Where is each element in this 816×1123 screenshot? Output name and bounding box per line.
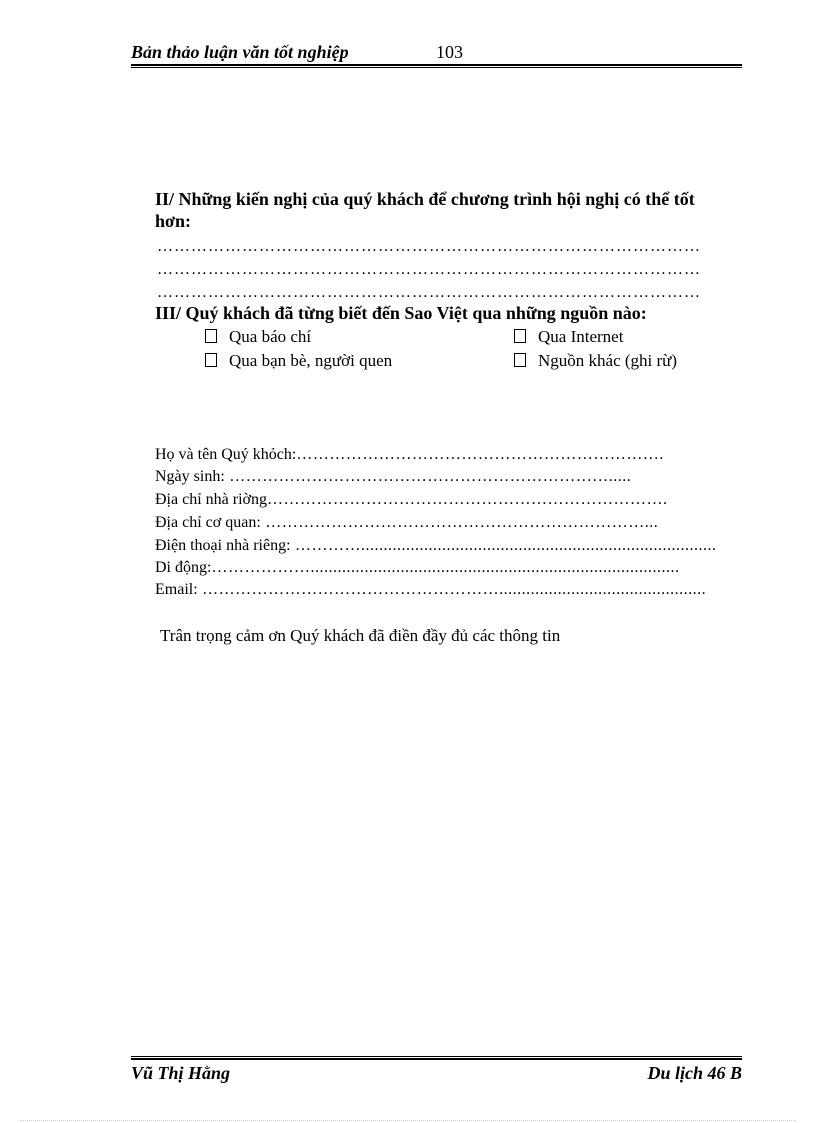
option-press[interactable] <box>205 327 311 347</box>
answer-line[interactable]: …………………………………………………………………………………… <box>157 239 701 255</box>
field-label: Địa chỉ nhà riờng <box>155 491 267 508</box>
field-fill[interactable]: ………………………………………………………………. <box>266 491 668 508</box>
field-fill[interactable]: …………............................................................................... <box>290 537 717 554</box>
field-home-address[interactable] <box>155 490 735 510</box>
option-label: Qua báo chí <box>229 327 312 346</box>
field-label: Ngày sinh: <box>155 468 225 485</box>
page-header <box>131 42 742 66</box>
header-title: Bản thảo luận văn tốt nghiệp <box>131 42 349 62</box>
field-label: Họ và tên Quý khỏch: <box>155 446 297 463</box>
field-fill[interactable]: ……………………………………………………………..... <box>224 468 632 485</box>
option-label: Qua bạn bè, người quen <box>229 351 393 370</box>
answer-line[interactable]: …………………………………………………………………………………… <box>157 262 701 278</box>
header-rule <box>131 64 742 68</box>
answer-line[interactable]: …………………………………………………………………………………… <box>157 285 701 301</box>
field-label: Di động: <box>155 559 212 576</box>
field-label: Điện thoại nhà riêng: <box>155 537 291 554</box>
field-fill[interactable]: ……………………………………………………………... <box>260 514 659 531</box>
field-full-name[interactable] <box>155 445 735 465</box>
checkbox-icon[interactable] <box>205 353 217 367</box>
page-edge-divider <box>20 1120 796 1121</box>
field-email[interactable] <box>155 580 735 600</box>
field-fill[interactable]: ……………….................................................................................. <box>211 559 680 576</box>
field-label: Email: <box>155 581 198 598</box>
checkbox-icon[interactable] <box>514 329 526 343</box>
section-3-heading: III/ Quý khách đã từng biết đến Sao Việt qua những nguồn nào: <box>155 303 647 323</box>
field-birthdate[interactable] <box>155 467 735 487</box>
checkbox-icon[interactable] <box>514 353 526 367</box>
footer-rule <box>131 1056 742 1060</box>
page-number: 103 <box>436 42 463 62</box>
field-label: Địa chỉ cơ quan: <box>155 514 261 531</box>
footer-class: Du lịch 46 B <box>647 1063 742 1083</box>
section-2-heading: II/ Những kiến nghị của quý khách để chương trình hội nghị có thể tốt hơn: <box>155 189 695 231</box>
field-mobile[interactable] <box>155 558 735 578</box>
field-fill[interactable]: ……………………………………………….............................................. <box>197 581 707 598</box>
field-office-address[interactable] <box>155 513 735 533</box>
field-fill[interactable]: …………………………………………………………. <box>296 446 664 463</box>
option-label: Nguồn khác (ghi rừ) <box>538 351 678 370</box>
option-internet[interactable] <box>514 327 623 347</box>
option-label: Qua Internet <box>538 327 624 346</box>
option-other[interactable] <box>514 351 677 371</box>
thank-you-note: Trân trọng cảm ơn Quý khách đã điền đầy đủ các thông tin <box>160 626 561 645</box>
checkbox-icon[interactable] <box>205 329 217 343</box>
footer-author: Vũ Thị Hằng <box>131 1063 231 1083</box>
field-home-phone[interactable] <box>155 536 735 556</box>
option-friends[interactable] <box>205 351 392 371</box>
